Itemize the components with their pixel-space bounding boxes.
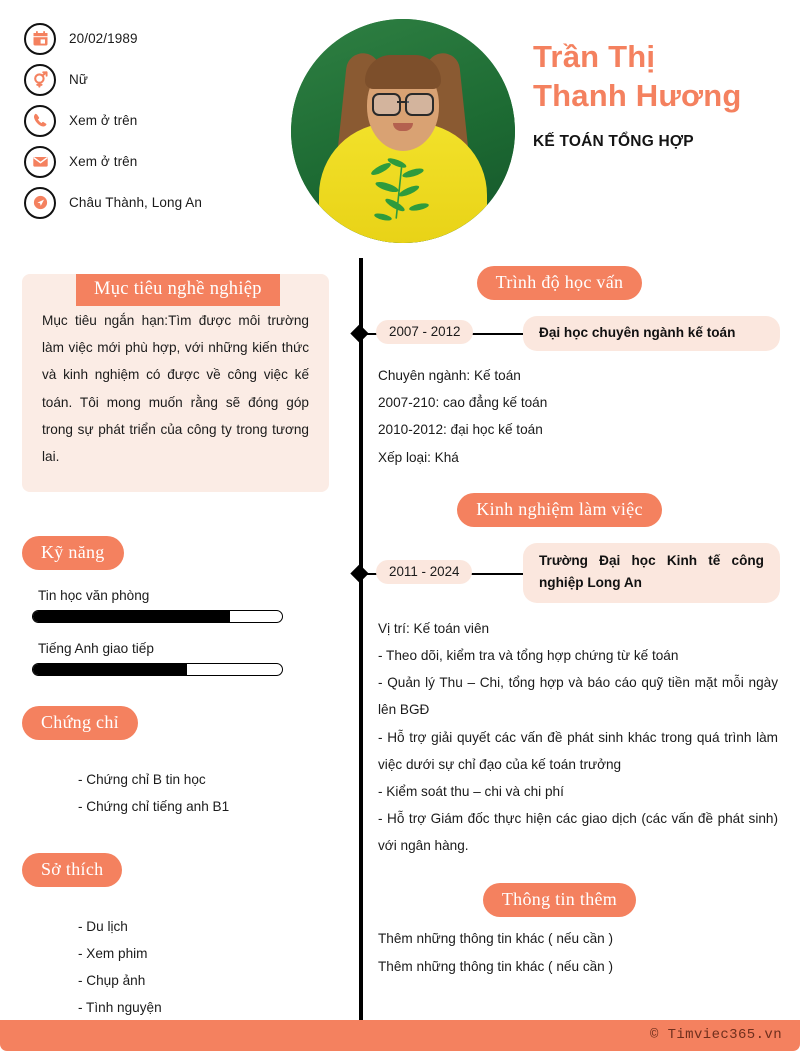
footer-bar [0,1020,800,1051]
list-item: - Chứng chỉ tiếng anh B1 [78,799,230,815]
detail-line: Chuyên ngành: Kế toán [378,368,521,383]
left-column [0,258,349,1037]
additional-info-section [349,883,800,979]
certificates-section [22,706,327,820]
experience-details [378,615,778,860]
hobbies-section [22,853,327,1022]
skill-item [22,588,327,623]
list-item: - Tình nguyện [78,1000,162,1016]
detail-line: - Hỗ trợ Giám đốc thực hiện các giao dịch (các vấn đề phát sinh) với ngân hàng. [378,811,778,854]
gender-icon [24,64,56,96]
detail-line: Vị trí: Kế toán viên [378,620,490,636]
detail-line: Xếp loại: Khá [378,449,459,465]
hobbies-list [38,913,327,1022]
photo-shirt-pattern [357,147,449,239]
contact-value: Xem ở trên [69,154,138,169]
education-period: 2007 - 2012 [376,320,473,344]
avatar [291,19,515,243]
detail-line: Thêm những thông tin khác ( nếu cần ) [378,931,614,947]
name-block [533,37,785,151]
contact-value: Châu Thành, Long An [69,195,203,210]
experience-period: 2011 - 2024 [376,560,472,584]
objective-section [22,274,329,492]
calendar-icon [24,23,56,55]
photo-glasses [372,93,434,112]
education-details [378,362,778,471]
experience-entry-header [349,543,800,601]
contact-value: Nữ [69,72,88,87]
skill-item [22,641,327,676]
job-title: KẾ TOÁN TỔNG HỢP [533,132,694,150]
contact-item-gender [24,59,284,100]
objective-heading: Mục tiêu nghề nghiệp [76,274,280,306]
hobbies-heading: Sở thích [22,853,122,887]
watermark: © Timviec365.vn [649,1027,782,1043]
contact-value: Xem ở trên [69,113,138,128]
contact-item-email [24,141,284,182]
skills-section [22,536,327,676]
skills-heading: Kỹ năng [22,536,124,570]
additional-info-heading: Thông tin thêm [483,883,636,917]
email-icon [24,146,56,178]
experience-heading: Kinh nghiệm làm việc [457,493,661,527]
timeline-axis [359,258,363,1022]
detail-line: 2010-2012: đại học kế toán [378,422,543,438]
contact-list [24,18,284,223]
contact-item-phone [24,100,284,141]
candidate-name-line2: Thanh Hương [533,78,742,114]
objective-box [22,274,329,492]
list-item: - Du lịch [78,918,128,934]
detail-line: Thêm những thông tin khác ( nếu cần ) [378,958,614,974]
skill-progress-bar [32,663,283,676]
detail-line: - Hỗ trợ giải quyết các vấn đề phát sinh khác trong quá trình làm việc dưới sự chỉ đạo của kế toán trưởng [378,729,778,772]
photo-fringe [365,55,441,89]
list-item: - Chứng chỉ B tin học [78,772,206,788]
contact-value: 20/02/1989 [69,31,138,46]
skill-label: Tiếng Anh giao tiếp [38,641,154,657]
detail-line: - Kiểm soát thu – chi và chi phí [378,783,564,799]
education-heading: Trình độ học vấn [477,266,643,300]
phone-icon [24,105,56,137]
additional-info-details [378,925,778,979]
certificates-heading: Chứng chỉ [22,706,138,740]
detail-line: - Quản lý Thu – Chi, tổng hợp và báo cáo quỹ tiền mặt mỗi ngày lên BGĐ [378,675,778,718]
education-title: Đại học chuyên ngành kế toán [523,316,780,351]
candidate-name-line1: Trần Thị [533,39,656,74]
location-icon [24,187,56,219]
detail-line: 2007-210: cao đẳng kế toán [378,395,548,411]
detail-line: - Theo dõi, kiểm tra và tổng hợp chứng từ kế toán [378,647,679,663]
list-item: - Chụp ảnh [78,972,146,988]
right-column [349,258,800,980]
contact-item-birthdate [24,18,284,59]
skill-label: Tin học văn phòng [38,588,150,604]
skill-progress-fill [33,664,187,675]
objective-text: Mục tiêu ngắn hạn:Tìm được môi trường làm việc mới phù hợp, với những kiến thức và kinh nghiệm có được về công việc kế toán. Tôi mong muốn rằng sẽ đóng góp trong sự phát triển của công ty trong tương lai. [42,313,309,464]
certificates-list [38,766,327,820]
contact-item-location [24,182,284,223]
education-entry-header [349,316,800,350]
experience-title: Trường Đại học Kinh tế công nghiệp Long An [523,543,780,603]
cv-header [0,0,800,258]
skill-progress-bar [32,610,283,623]
list-item: - Xem phim [78,945,148,961]
skill-progress-fill [33,611,230,622]
education-section [349,266,800,471]
experience-section [349,493,800,860]
